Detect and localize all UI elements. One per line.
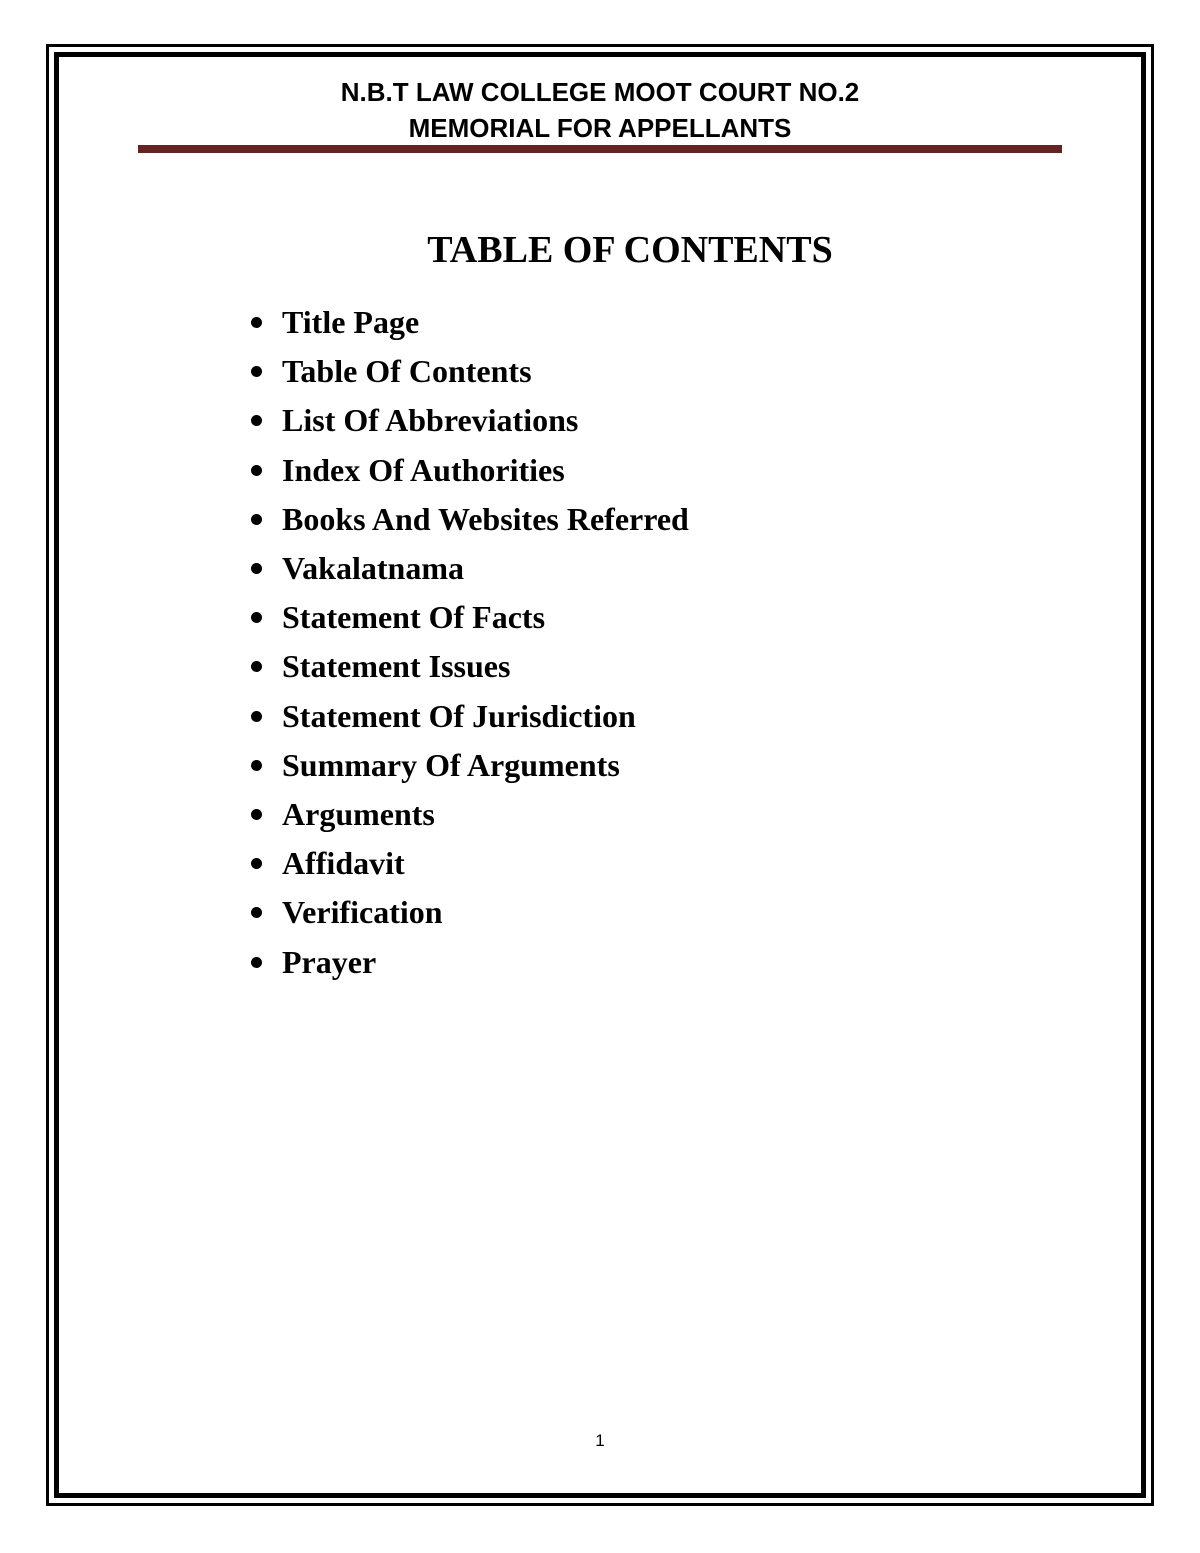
toc-item	[246, 839, 689, 888]
bullet-icon	[251, 907, 262, 918]
bullet-icon	[251, 465, 262, 476]
toc-item-label: Books And Websites Referred	[282, 500, 689, 537]
toc-item-label: Title Page	[282, 304, 420, 341]
toc-item-label: Statement Of Jurisdiction	[282, 697, 636, 734]
toc-item	[246, 692, 689, 741]
toc-item-label: Index Of Authorities	[282, 451, 565, 488]
bullet-icon	[251, 317, 262, 328]
page-number: 1	[595, 1431, 605, 1450]
toc-item	[246, 347, 689, 396]
toc-title: TABLE OF CONTENTS	[427, 229, 833, 271]
header-rule	[138, 145, 1062, 153]
toc-item-label: Prayer	[282, 943, 377, 980]
toc-item	[246, 741, 689, 790]
bullet-icon	[251, 366, 262, 377]
toc-item-label: Table Of Contents	[282, 353, 532, 390]
toc-item	[246, 446, 689, 495]
header-line-1: N.B.T LAW COLLEGE MOOT COURT NO.2	[340, 77, 860, 107]
toc-list	[246, 298, 689, 987]
toc-item	[246, 888, 689, 937]
header-line-2: MEMORIAL FOR APPELLANTS	[408, 113, 792, 143]
toc-item-label: Statement Of Facts	[282, 599, 546, 636]
toc-item	[246, 593, 689, 642]
bullet-icon	[251, 415, 262, 426]
toc-item-label: Summary Of Arguments	[282, 746, 620, 783]
toc-item	[246, 495, 689, 544]
bullet-icon	[251, 661, 262, 672]
toc-item	[246, 544, 689, 593]
bullet-icon	[251, 858, 262, 869]
bullet-icon	[251, 612, 262, 623]
document-header	[0, 74, 1200, 146]
toc-item	[246, 790, 689, 839]
toc-item-label: List Of Abbreviations	[282, 402, 579, 439]
toc-item	[246, 937, 689, 986]
bullet-icon	[251, 514, 262, 525]
toc-item-label: Vakalatnama	[282, 550, 464, 587]
toc-item	[246, 396, 689, 445]
toc-item-label: Verification	[282, 894, 443, 931]
bullet-icon	[251, 809, 262, 820]
bullet-icon	[251, 711, 262, 722]
toc-item	[246, 298, 689, 347]
toc-item-label: Affidavit	[282, 845, 405, 882]
toc-item-label: Arguments	[282, 795, 435, 832]
bullet-icon	[251, 760, 262, 771]
toc-item	[246, 642, 689, 691]
bullet-icon	[251, 957, 262, 968]
bullet-icon	[251, 563, 262, 574]
toc-item-label: Statement Issues	[282, 648, 511, 685]
